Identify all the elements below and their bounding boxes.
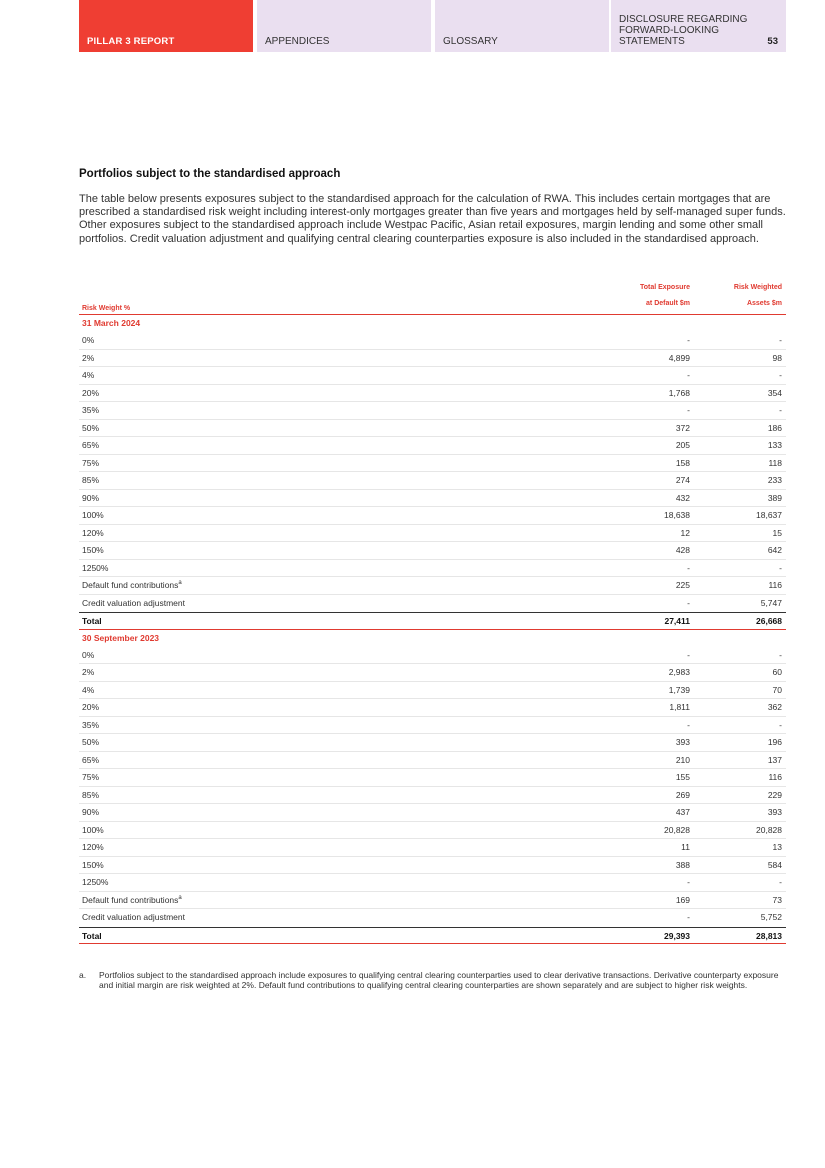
exposure-value: -	[687, 912, 690, 922]
row-label: 100%	[82, 824, 104, 835]
rwa-value: 98	[772, 352, 782, 363]
rwa-value: 60	[772, 667, 782, 677]
rwa-value: -	[779, 562, 782, 573]
rwa-value: -	[779, 405, 782, 415]
table-row	[79, 455, 786, 473]
tab-label: DISCLOSURE REGARDING FORWARD-LOOKING STATEMENTS	[619, 14, 748, 47]
table-row	[79, 717, 786, 735]
total-label: Total	[82, 616, 102, 626]
header-risk-weight: Risk Weight %	[82, 305, 131, 312]
total-exposure: 29,393	[664, 930, 690, 941]
rwa-value: 5,747	[760, 597, 782, 608]
exposure-value: -	[687, 370, 690, 380]
table-row	[79, 892, 786, 910]
row-label: 20%	[82, 702, 100, 712]
row-label: 65%	[82, 754, 100, 765]
rwa-value: 362	[767, 702, 782, 712]
row-label: 90%	[82, 807, 100, 817]
exposure-value: 432	[675, 492, 690, 503]
exposure-value: -	[687, 335, 690, 345]
row-label: 85%	[82, 475, 100, 485]
row-label: 20%	[82, 387, 100, 398]
exposure-value: 437	[675, 807, 690, 817]
table-row	[79, 682, 786, 700]
row-label: 90%	[82, 492, 100, 503]
row-label: 50%	[82, 737, 100, 747]
rwa-value: 584	[767, 859, 782, 870]
row-label: 65%	[82, 440, 100, 450]
header-line: Risk Weighted	[733, 284, 782, 291]
header-rwa	[692, 280, 782, 312]
table-row	[79, 437, 786, 455]
rwa-value: -	[779, 649, 782, 660]
table-row	[79, 525, 786, 543]
rwa-value: 137	[767, 754, 782, 765]
exposure-value: 1,811	[669, 702, 690, 712]
rwa-value: 196	[767, 737, 782, 747]
exposure-value: 169	[675, 894, 690, 905]
table-row	[79, 367, 786, 385]
table-row	[79, 787, 786, 805]
table-row	[79, 804, 786, 822]
table-row	[79, 699, 786, 717]
row-label: 35%	[82, 719, 100, 730]
rwa-value: 18,637	[756, 510, 782, 520]
rwa-value: -	[779, 335, 782, 345]
header-total-exposure	[590, 280, 690, 312]
rwa-value: 354	[767, 387, 782, 398]
row-label: 0%	[82, 335, 95, 345]
row-label: 4%	[82, 370, 95, 380]
intro-paragraph: The table below presents exposures subject to the standardised approach for the calculation of RWA. This includes certain mortgages that are prescribed a standardised risk weight including interest-only mortgages greater than five years and mortgages held by self-managed super funds. Other exposures subject to the standardised approach include Westpac Pacific, Asian retail exposures, margin lending and some other small portfolios. Credit valuation adjustment and qualifying central clearing counterparties exposure is also included in the standardised approach.	[79, 193, 786, 245]
rwa-value: 116	[768, 772, 782, 782]
tab-label: PILLAR 3 REPORT	[87, 36, 175, 47]
header-line: Assets $m	[746, 300, 782, 307]
row-label: 2%	[82, 667, 95, 677]
exposure-value: -	[687, 877, 690, 887]
exposure-value: 393	[675, 737, 690, 747]
exposure-value: 225	[675, 580, 690, 590]
table-row	[79, 909, 786, 927]
row-label: 75%	[82, 772, 100, 782]
exposure-value: 210	[675, 754, 690, 765]
table-row	[79, 420, 786, 438]
table-row	[79, 472, 786, 490]
row-label: 2%	[82, 352, 95, 363]
row-label: Default fund contributions$^a$	[82, 580, 182, 590]
row-label: 150%	[82, 545, 104, 555]
rwa-value: 116	[768, 580, 782, 590]
exposure-value: -	[687, 405, 690, 415]
table-row	[79, 647, 786, 665]
row-label: 1250%	[82, 562, 109, 573]
tab-forward-looking-statements[interactable]	[611, 0, 786, 52]
exposure-value: 20,828	[664, 824, 690, 835]
rwa-value: 13	[772, 842, 782, 852]
exposure-value: 1,739	[668, 684, 690, 695]
exposure-value: -	[687, 719, 690, 730]
rwa-value: 15	[772, 527, 782, 538]
exposure-value: 372	[675, 422, 690, 433]
rwa-value: 70	[772, 684, 782, 695]
rwa-value: 118	[768, 457, 782, 468]
table-row	[79, 857, 786, 875]
row-label: Credit valuation adjustment	[82, 597, 186, 608]
group-title: 30 September 2023	[82, 632, 160, 643]
tab-label: GLOSSARY	[443, 36, 498, 47]
exposure-value: 11	[681, 842, 690, 852]
row-label: 50%	[82, 422, 100, 433]
rwa-value: -	[779, 370, 782, 380]
rwa-value: 73	[772, 894, 782, 905]
table-row	[79, 560, 786, 578]
total-rwa: 26,668	[756, 616, 782, 626]
rwa-value: 133	[767, 440, 782, 450]
exposure-value: 158	[675, 457, 690, 468]
rwa-value: 389	[767, 492, 782, 503]
footnote-marker: a	[178, 894, 182, 901]
table-row	[79, 874, 786, 892]
exposure-value: 1,768	[668, 387, 690, 398]
row-label: 1250%	[82, 877, 109, 887]
rwa-table	[79, 282, 786, 944]
group-title: 31 March 2024	[82, 318, 141, 328]
row-label: 100%	[82, 510, 104, 520]
rwa-value: 642	[767, 545, 782, 555]
total-exposure: 27,411	[664, 616, 690, 626]
exposure-value: 269	[675, 789, 690, 800]
table-row	[79, 577, 786, 595]
exposure-value: 388	[675, 859, 690, 870]
exposure-value: 18,638	[664, 510, 690, 520]
footnote-marker: a	[178, 580, 182, 586]
total-rwa: 28,813	[756, 930, 782, 941]
top-navigation	[79, 0, 786, 52]
table-row	[79, 332, 786, 350]
footnote-mark: a.	[79, 970, 87, 980]
header-line: Total Exposure	[639, 284, 690, 291]
exposure-value: 274	[675, 475, 690, 485]
row-label: 120%	[82, 842, 104, 852]
rwa-value: -	[779, 719, 782, 730]
rwa-value: 186	[767, 422, 782, 433]
table-body	[79, 315, 786, 944]
total-row	[79, 927, 786, 945]
row-label: 120%	[82, 527, 104, 538]
exposure-value: -	[687, 597, 690, 608]
exposure-value: 4,899	[668, 352, 690, 363]
tab-label: APPENDICES	[265, 36, 330, 47]
row-label: 85%	[82, 789, 100, 800]
table-row	[79, 490, 786, 508]
exposure-value: 2,983	[668, 667, 690, 677]
table-row	[79, 402, 786, 420]
exposure-value: 205	[675, 440, 690, 450]
page-number: 53	[767, 36, 778, 47]
row-label: 150%	[82, 859, 104, 870]
table-row	[79, 595, 786, 613]
rwa-value: 229	[767, 789, 782, 800]
row-label: 35%	[82, 405, 100, 415]
row-label: Credit valuation adjustment	[82, 912, 186, 922]
table-row	[79, 507, 786, 525]
tab-appendices[interactable]	[257, 0, 431, 52]
rwa-value: 393	[767, 807, 782, 817]
table-row	[79, 822, 786, 840]
table-row	[79, 734, 786, 752]
row-label: 0%	[82, 649, 95, 660]
rwa-value: 20,828	[756, 824, 782, 835]
table-row	[79, 350, 786, 368]
footnote-text: Portfolios subject to the standardised approach include exposures to qualifying central clearing counterparties used to clear derivative transactions. Derivative counterparty exposure and initial margin are risk weighted at 2%. Default fund contributions to qualifying central clearing counterparties are shown separately and are subject to higher risk weights.	[99, 970, 779, 990]
table-header	[79, 282, 786, 314]
exposure-value: 428	[675, 545, 690, 555]
exposure-value: 12	[680, 527, 690, 538]
exposure-value: -	[687, 562, 690, 573]
exposure-value: 155	[675, 772, 690, 782]
total-row	[79, 612, 786, 630]
exposure-value: -	[687, 649, 690, 660]
footnote	[79, 970, 779, 990]
rwa-value: 233	[767, 475, 782, 485]
tab-glossary[interactable]	[435, 0, 609, 52]
header-line: at Default $m	[646, 300, 690, 307]
row-label: Default fund contributions$^a$	[82, 894, 182, 905]
rwa-value: 5,752	[760, 912, 782, 922]
row-label: 75%	[82, 457, 100, 468]
table-row	[79, 839, 786, 857]
row-label: 4%	[82, 684, 95, 695]
table-row	[79, 385, 786, 403]
table-row	[79, 664, 786, 682]
section-title: Portfolios subject to the standardised approach	[79, 168, 341, 180]
table-row	[79, 542, 786, 560]
table-row	[79, 769, 786, 787]
rwa-value: -	[779, 877, 782, 887]
total-label: Total	[82, 930, 102, 941]
table-row	[79, 752, 786, 770]
tab-pillar-3-report[interactable]	[79, 0, 253, 52]
